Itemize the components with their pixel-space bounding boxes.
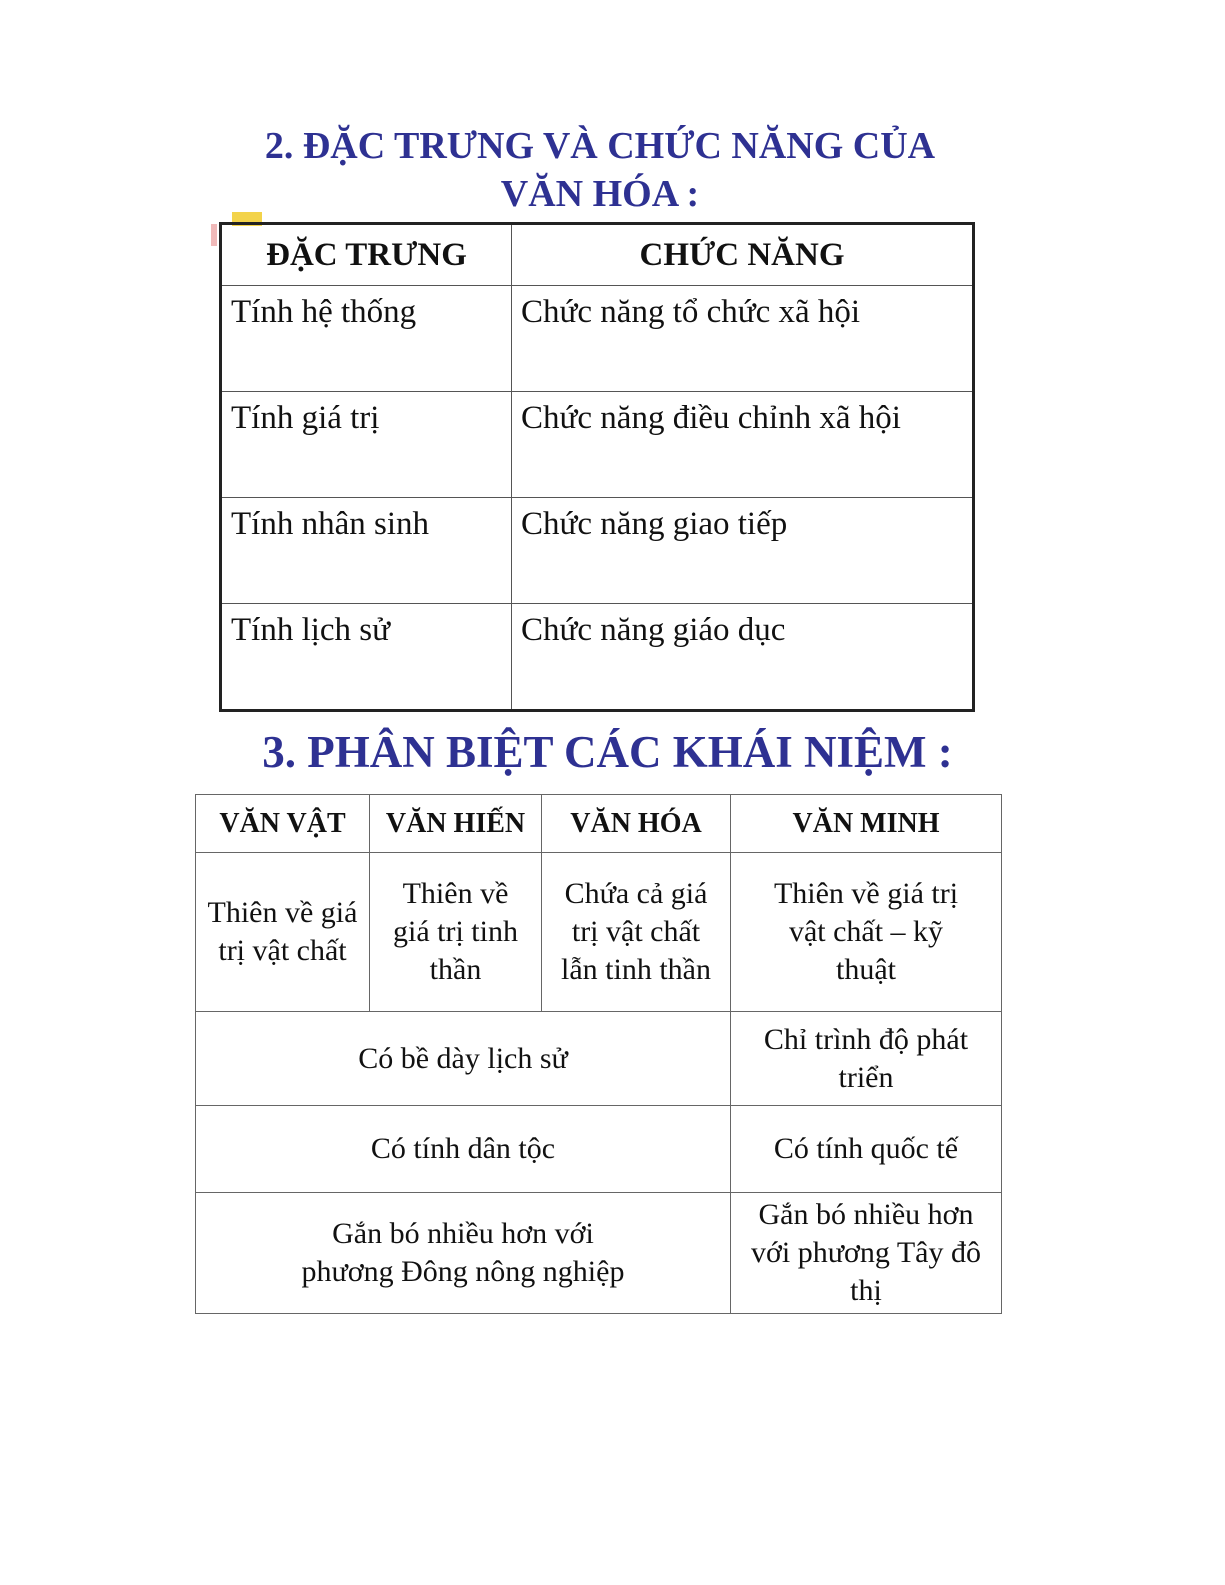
table-header-row	[221, 224, 974, 286]
header-van-hien: VĂN HIẾN	[370, 795, 542, 853]
trait-cell: Tính giá trị	[221, 392, 512, 498]
shared-cell	[196, 1193, 731, 1314]
header-van-vat: VĂN VẬT	[196, 795, 370, 853]
function-cell: Chức năng giáo dục	[512, 604, 974, 711]
header-van-hoa: VĂN HÓA	[542, 795, 731, 853]
table-row	[221, 604, 974, 711]
table-header-row	[196, 795, 1002, 853]
traits-functions-table	[219, 222, 975, 712]
table-row	[221, 392, 974, 498]
header-van-minh: VĂN MINH	[731, 795, 1002, 853]
header-functions: CHỨC NĂNG	[512, 224, 974, 286]
cell-text: Thiên về giá trị tinh thần	[393, 877, 518, 986]
shared-cell: Có tính dân tộc	[196, 1106, 731, 1193]
section2-title-line2: VĂN HÓA :	[500, 173, 700, 215]
cell-text: Chỉ trình độ phát triển	[763, 1022, 969, 1094]
cell-text: Thiên về giá trị vật chất – kỹ thuật	[773, 877, 959, 986]
section3-title: 3. PHÂN BIỆT CÁC KHÁI NIỆM :	[262, 727, 953, 777]
table-row	[196, 1012, 1002, 1106]
cell-text: Thiên về giá trị vật chất	[207, 896, 358, 967]
table-row	[196, 1193, 1002, 1314]
function-cell: Chức năng giao tiếp	[512, 498, 974, 604]
shared-cell: Có bề dày lịch sử	[196, 1012, 731, 1106]
cell-van-vat	[196, 853, 370, 1012]
table-row	[221, 498, 974, 604]
table-row	[196, 1106, 1002, 1193]
cell-van-minh	[731, 1193, 1002, 1314]
cell-text: Gắn bó nhiều hơn với phương Đông nông nghiệp	[301, 1217, 625, 1288]
cell-van-minh: Có tính quốc tế	[731, 1106, 1002, 1193]
cell-text: Gắn bó nhiều hơn với phương Tây đô thị	[751, 1198, 981, 1307]
cell-text: Chứa cả giá trị vật chất lẫn tinh thần	[561, 877, 711, 986]
table-row	[196, 853, 1002, 1012]
cell-van-minh	[731, 853, 1002, 1012]
table-row	[221, 286, 974, 392]
header-traits: ĐẶC TRƯNG	[221, 224, 512, 286]
function-cell: Chức năng điều chỉnh xã hội	[512, 392, 974, 498]
function-cell: Chức năng tổ chức xã hội	[512, 286, 974, 392]
trait-cell: Tính hệ thống	[221, 286, 512, 392]
cell-van-hoa	[542, 853, 731, 1012]
section2-title-line1: 2. ĐẶC TRƯNG VÀ CHỨC NĂNG CỦA	[264, 125, 936, 167]
red-marker-decoration	[211, 224, 217, 246]
trait-cell: Tính lịch sử	[221, 604, 512, 711]
trait-cell: Tính nhân sinh	[221, 498, 512, 604]
section2-title	[0, 122, 1200, 218]
cell-van-minh	[731, 1012, 1002, 1106]
concepts-comparison-table	[195, 794, 1002, 1314]
cell-van-hien	[370, 853, 542, 1012]
